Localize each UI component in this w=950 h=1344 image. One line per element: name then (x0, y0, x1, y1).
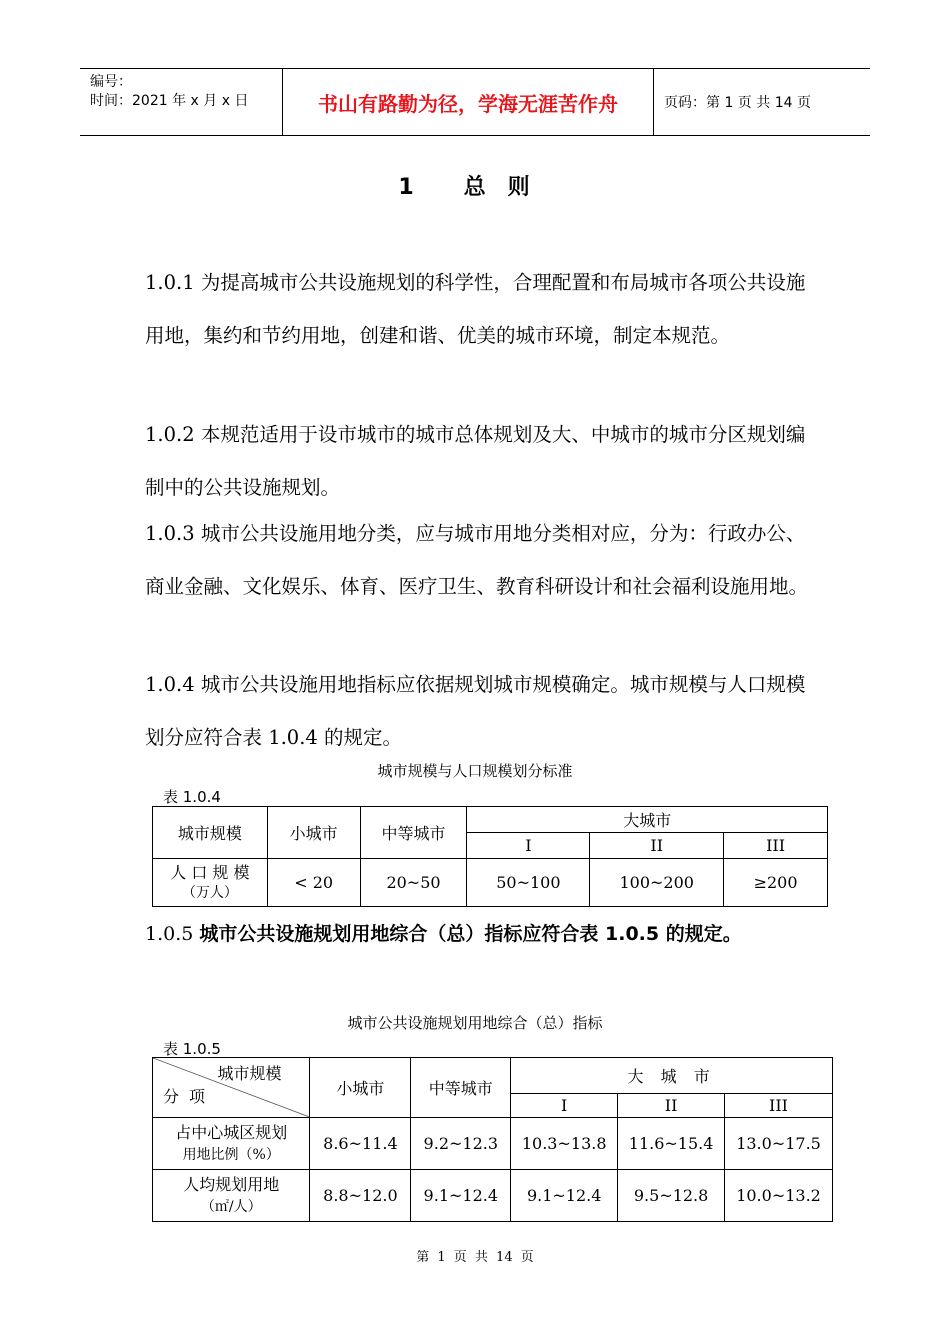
chapter-title-text: 总则 (463, 175, 552, 200)
table-city-scale (152, 806, 828, 907)
header-motto: 书山有路勤为径，学海无涯苦作舟 (282, 69, 654, 135)
table2-row-label-line1: 占中心城区规划 (175, 1122, 288, 1142)
table2-corner-cell (153, 1058, 310, 1118)
doc-number-label: 编号： (90, 74, 132, 90)
table2-cell: 10.3~13.8 (511, 1118, 618, 1170)
table1-cell: 100~200 (590, 859, 724, 907)
table1-header-large-III: III (724, 833, 828, 859)
table1-header-large-I: I (467, 833, 590, 859)
table2-row-label (153, 1118, 310, 1170)
paragraph-1-0-5-text: 城市公共设施规划用地综合（总）指标应符合表 1.0.5 的规定。 (199, 923, 742, 945)
table2-cell: 13.0~17.5 (725, 1118, 833, 1170)
table2-row-label (153, 1170, 310, 1222)
table2-corner-top: 城市规模 (217, 1064, 282, 1083)
paragraph-1-0-2: 1.0.2 本规范适用于设市城市的城市总体规划及大、中城市的城市分区规划编制中的公共设施规划。 (145, 423, 806, 499)
table1-header-large-II: II (590, 833, 724, 859)
table2-number: 表 1.0.5 (163, 1040, 221, 1058)
page-header (80, 68, 870, 136)
doc-time-label: 时间：2021 年 x 月 x 日 (90, 93, 249, 109)
table2-header-large-I: I (511, 1094, 618, 1118)
paragraph-1-0-1: 1.0.1 为提高城市公共设施规划的科学性，合理配置和布局城市各项公共设施用地，集约和节约用地，创建和谐、优美的城市环境，制定本规范。 (145, 271, 806, 347)
table1-row-label-2: （万人） (181, 884, 238, 901)
paragraph-1-0-5 (145, 908, 815, 961)
chapter-number: 1 (398, 175, 416, 200)
table2-cell: 8.8~12.0 (310, 1170, 411, 1222)
paragraph-1-0-4: 1.0.4 城市公共设施用地指标应依据规划城市规模确定。城市规模与人口规模划分应符合表 1.0.4 的规定。 (145, 673, 806, 749)
paragraph-1-0-3: 1.0.3 城市公共设施用地分类，应与城市用地分类相对应，分为：行政办公、商业金融、文化娱乐、体育、医疗卫生、教育科研设计和社会福利设施用地。 (145, 522, 809, 598)
table-facility-index (152, 1057, 833, 1222)
table2-row-label-line1: 人均规划用地 (183, 1174, 280, 1194)
table2-caption: 城市公共设施规划用地综合（总）指标 (347, 1014, 603, 1032)
table1-header-small: 小城市 (267, 807, 360, 859)
table2-header-large-II: II (618, 1094, 725, 1118)
table1-caption: 城市规模与人口规模划分标准 (377, 762, 573, 780)
table2-cell: 9.5~12.8 (618, 1170, 725, 1222)
table1-row-label-1: 人 口 规 模 (170, 862, 250, 882)
table1-header-scale: 城市规模 (153, 807, 268, 859)
table2-corner-bottom: 分项 (163, 1087, 216, 1106)
table2-header-small: 小城市 (310, 1058, 411, 1118)
header-meta (80, 69, 282, 135)
table1-row-label (153, 859, 268, 907)
table2-cell: 9.1~12.4 (411, 1170, 511, 1222)
table1-cell: ≥200 (724, 859, 828, 907)
chapter-title (0, 170, 950, 201)
table2-cell: 9.1~12.4 (511, 1170, 618, 1222)
header-page-label: 页码：第 1 页 共 14 页 (664, 95, 811, 111)
table2-cell: 10.0~13.2 (725, 1170, 833, 1222)
table1-cell: 20~50 (360, 859, 467, 907)
table2-cell: 8.6~11.4 (310, 1118, 411, 1170)
table2-header-medium: 中等城市 (411, 1058, 511, 1118)
table1-header-medium: 中等城市 (360, 807, 467, 859)
table2-cell: 11.6~15.4 (618, 1118, 725, 1170)
table1-header-large: 大城市 (467, 807, 828, 833)
page-footer: 第 1 页 共 14 页 (416, 1250, 534, 1265)
table2-header-large-III: III (725, 1094, 833, 1118)
table1-cell: < 20 (267, 859, 360, 907)
table2-cell: 9.2~12.3 (411, 1118, 511, 1170)
table2-row-label-line2: （㎡/人） (200, 1198, 262, 1215)
paragraph-1-0-5-num: 1.0.5 (145, 923, 194, 945)
table1-number: 表 1.0.4 (163, 788, 221, 806)
table1-cell: 50~100 (467, 859, 590, 907)
table2-row-label-line2: 用地比例（%） (182, 1146, 280, 1163)
table2-header-large: 大 城 市 (511, 1058, 833, 1094)
